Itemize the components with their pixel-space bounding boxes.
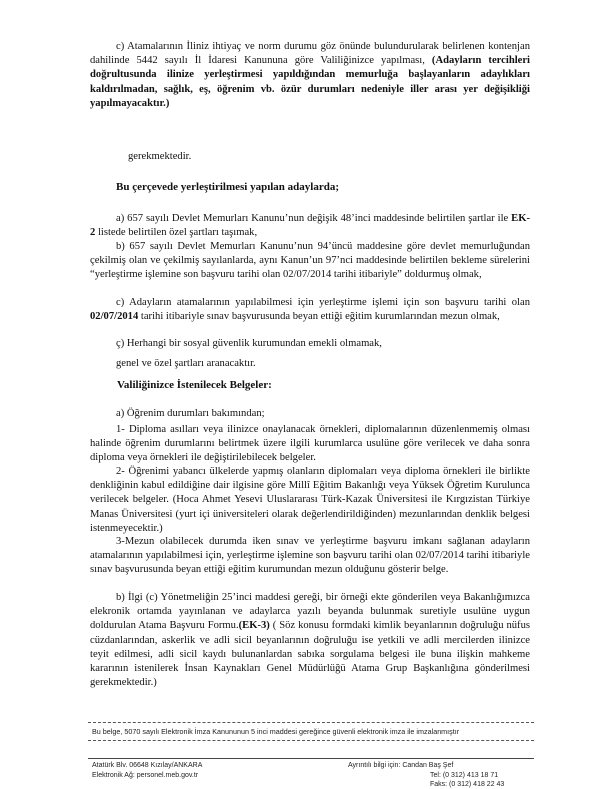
- e-signature-note: Bu belge, 5070 sayılı Elektronik İmza Kanununun 5 inci maddesi gereğince güvenli elektronik imza ile imzalanmıştır: [92, 727, 460, 736]
- paragraph-b-657: b) 657 sayılı Devlet Memurları Kanunu’nun 94’üncü maddesine göre devlet memurluğundan çekilmiş olan ve çekilmiş sayılanlarda, aynı Kanun’un 97’nci maddesinde belirtilen bekleme sürelerini “yerleştirme işlemine son başvuru tarihi olan 02/07/2014 tarihi itibariyle” doldurmuş olmak,: [90, 241, 530, 281]
- paragraph-text: c) Adayların atamalarının yapılabilmesi için yerleştirme işlemi için son başvuru tarihi olan: [116, 297, 530, 308]
- footer-contact-info: Ayrıntılı bilgi için: Candan Baş Şef: [348, 762, 454, 769]
- section-heading-belgeler: Valiliğinizce İstenilecek Belgeler:: [117, 379, 272, 391]
- paragraph-1-diploma: 1- Diploma asılları veya ilinizce onaylanacak örnekleri, diplomalarının düzenlenmemiş olması halinde öğrenim durumlarını belirtmek üzere ilgili kurumlarca usulüne göre verilecek ve daha sonra diploma veya örnekleri ile değiştirilebilecek belgeler.: [90, 424, 530, 464]
- paragraph-text: c) Atamalarının İliniz ihtiyaç ve norm durumu göz önünde bulundurularak belirlenen kontenjan dahilinde 5442 sayılı İl İdaresi Kanununa göre Valiliğinizce yapılması,: [90, 41, 530, 67]
- paragraph-b-ilgi: [90, 591, 530, 690]
- ek3-label: (EK-3): [238, 620, 270, 632]
- footer-fax: Faks: (0 312) 418 22 43: [430, 781, 505, 788]
- paragraph-text: tarihi itibariyle sınav başvurusunda beyan ettiği eğitim kurumlarından mezun olmak,: [138, 311, 500, 323]
- paragraph-genel: genel ve özel şartları aranacaktır.: [116, 358, 256, 369]
- ek2-label: EK-2: [90, 213, 530, 239]
- paragraph-a-657: [90, 212, 530, 240]
- footer-address: Atatürk Blv. 06648 Kızılay/ANKARA: [92, 762, 203, 769]
- footer-middle-divider: [88, 740, 534, 741]
- footer-phone: Tel: (0 312) 413 18 71: [430, 772, 499, 779]
- paragraph-text: b) İlgi (c) Yönetmeliğin 25’inci maddesi gereği, bir örneği ekte gönderilen veya Bakanlığımızca elekronik ortamda yayınlanan ve adaylarca yazılı beyanda bulunmak suretiyle usulüne uygun doldurulan Atama Başvuru Formu.: [90, 592, 530, 632]
- gerekmektedir-line: gerekmektedir.: [128, 151, 192, 162]
- paragraph-text: listede belirtilen özel şartları taşımak,: [95, 227, 258, 239]
- paragraph-a-ogrenim: a) Öğrenim durumları bakımından;: [116, 408, 265, 419]
- paragraph-c-atama: [90, 40, 530, 111]
- footer-address-divider: [88, 758, 534, 759]
- footer-top-divider: [88, 722, 534, 723]
- paragraph-c-aday: [90, 296, 530, 324]
- paragraph-text: ( Söz konusu formdaki kimlik beyanlarının doğruluğu nüfus cüzdanlarından, askerlik ve adli sicil beyanlarının doğruluğu ise yetkili ve adli mercilerden ilinizce teyit edilmesi, adli sicil kaydı bulunanlardan sabıka sorgulama belgesi ile buna ilişkin mahkeme kararının istenilerek İnsan Kaynakları Genel Müdürlüğü Atama Grup Başkanlığına gönderilmesi gerekmektedir.): [90, 620, 530, 689]
- paragraph-3-mezun: 3-Mezun olabilecek durumda iken sınav ve yerleştirme başvuru imkanı sağlanan adayların atamalarının yapılabilmesi için, yerleştirme işlemine son başvuru tarihi olan 02/07/2014 tarihi itibariyle sınav başvurusunda beyan ettiği eğitim kurumundan mezun olduğunu gösterir belge.: [90, 536, 530, 576]
- paragraph-2-yabanci: 2- Öğrenimi yabancı ülkelerde yapmış olanların diplomaları veya diploma örnekleri ile birlikte denkliğinin kabul edildiğine dair ilgisine göre Millî Eğitim Bakanlığı veya Yüksek Öğretim Kurulunca verilecek belgeler. (Hoca Ahmet Yesevi Uluslararası Türk-Kazak Üniversitesi ile Kırgızistan Türkiye Manas Üniversitesi (yurt içi üniversiteleri olarak değerlendirildiğinden) mezunlarından denklik belgesi istenmeyecektir.): [90, 466, 530, 534]
- paragraph-cc-sgk: ç) Herhangi bir sosyal güvenlik kurumundan emekli olmamak,: [116, 338, 382, 349]
- bold-note: (Adayların tercihleri doğrultusunda ilinize yerleştirmesi yapıldığından memurluğa başlayanların adaylıkları kaldırılmadan, sağlık, eş, öğrenim vb. özür durumları nedeniyle iller arası yer değişikliği yapılmayacaktır.): [90, 55, 530, 109]
- section-heading-yerlestirilmesi: Bu çerçevede yerleştirilmesi yapılan adaylarda;: [116, 181, 340, 193]
- footer-network: Elektronik Ağ: personel.meb.gov.tr: [92, 772, 199, 779]
- deadline-date: 02/07/2014: [90, 311, 139, 323]
- paragraph-text: a) 657 sayılı Devlet Memurları Kanunu’nun değişik 48’inci maddesinde belirtilen şartlar ile: [116, 213, 512, 224]
